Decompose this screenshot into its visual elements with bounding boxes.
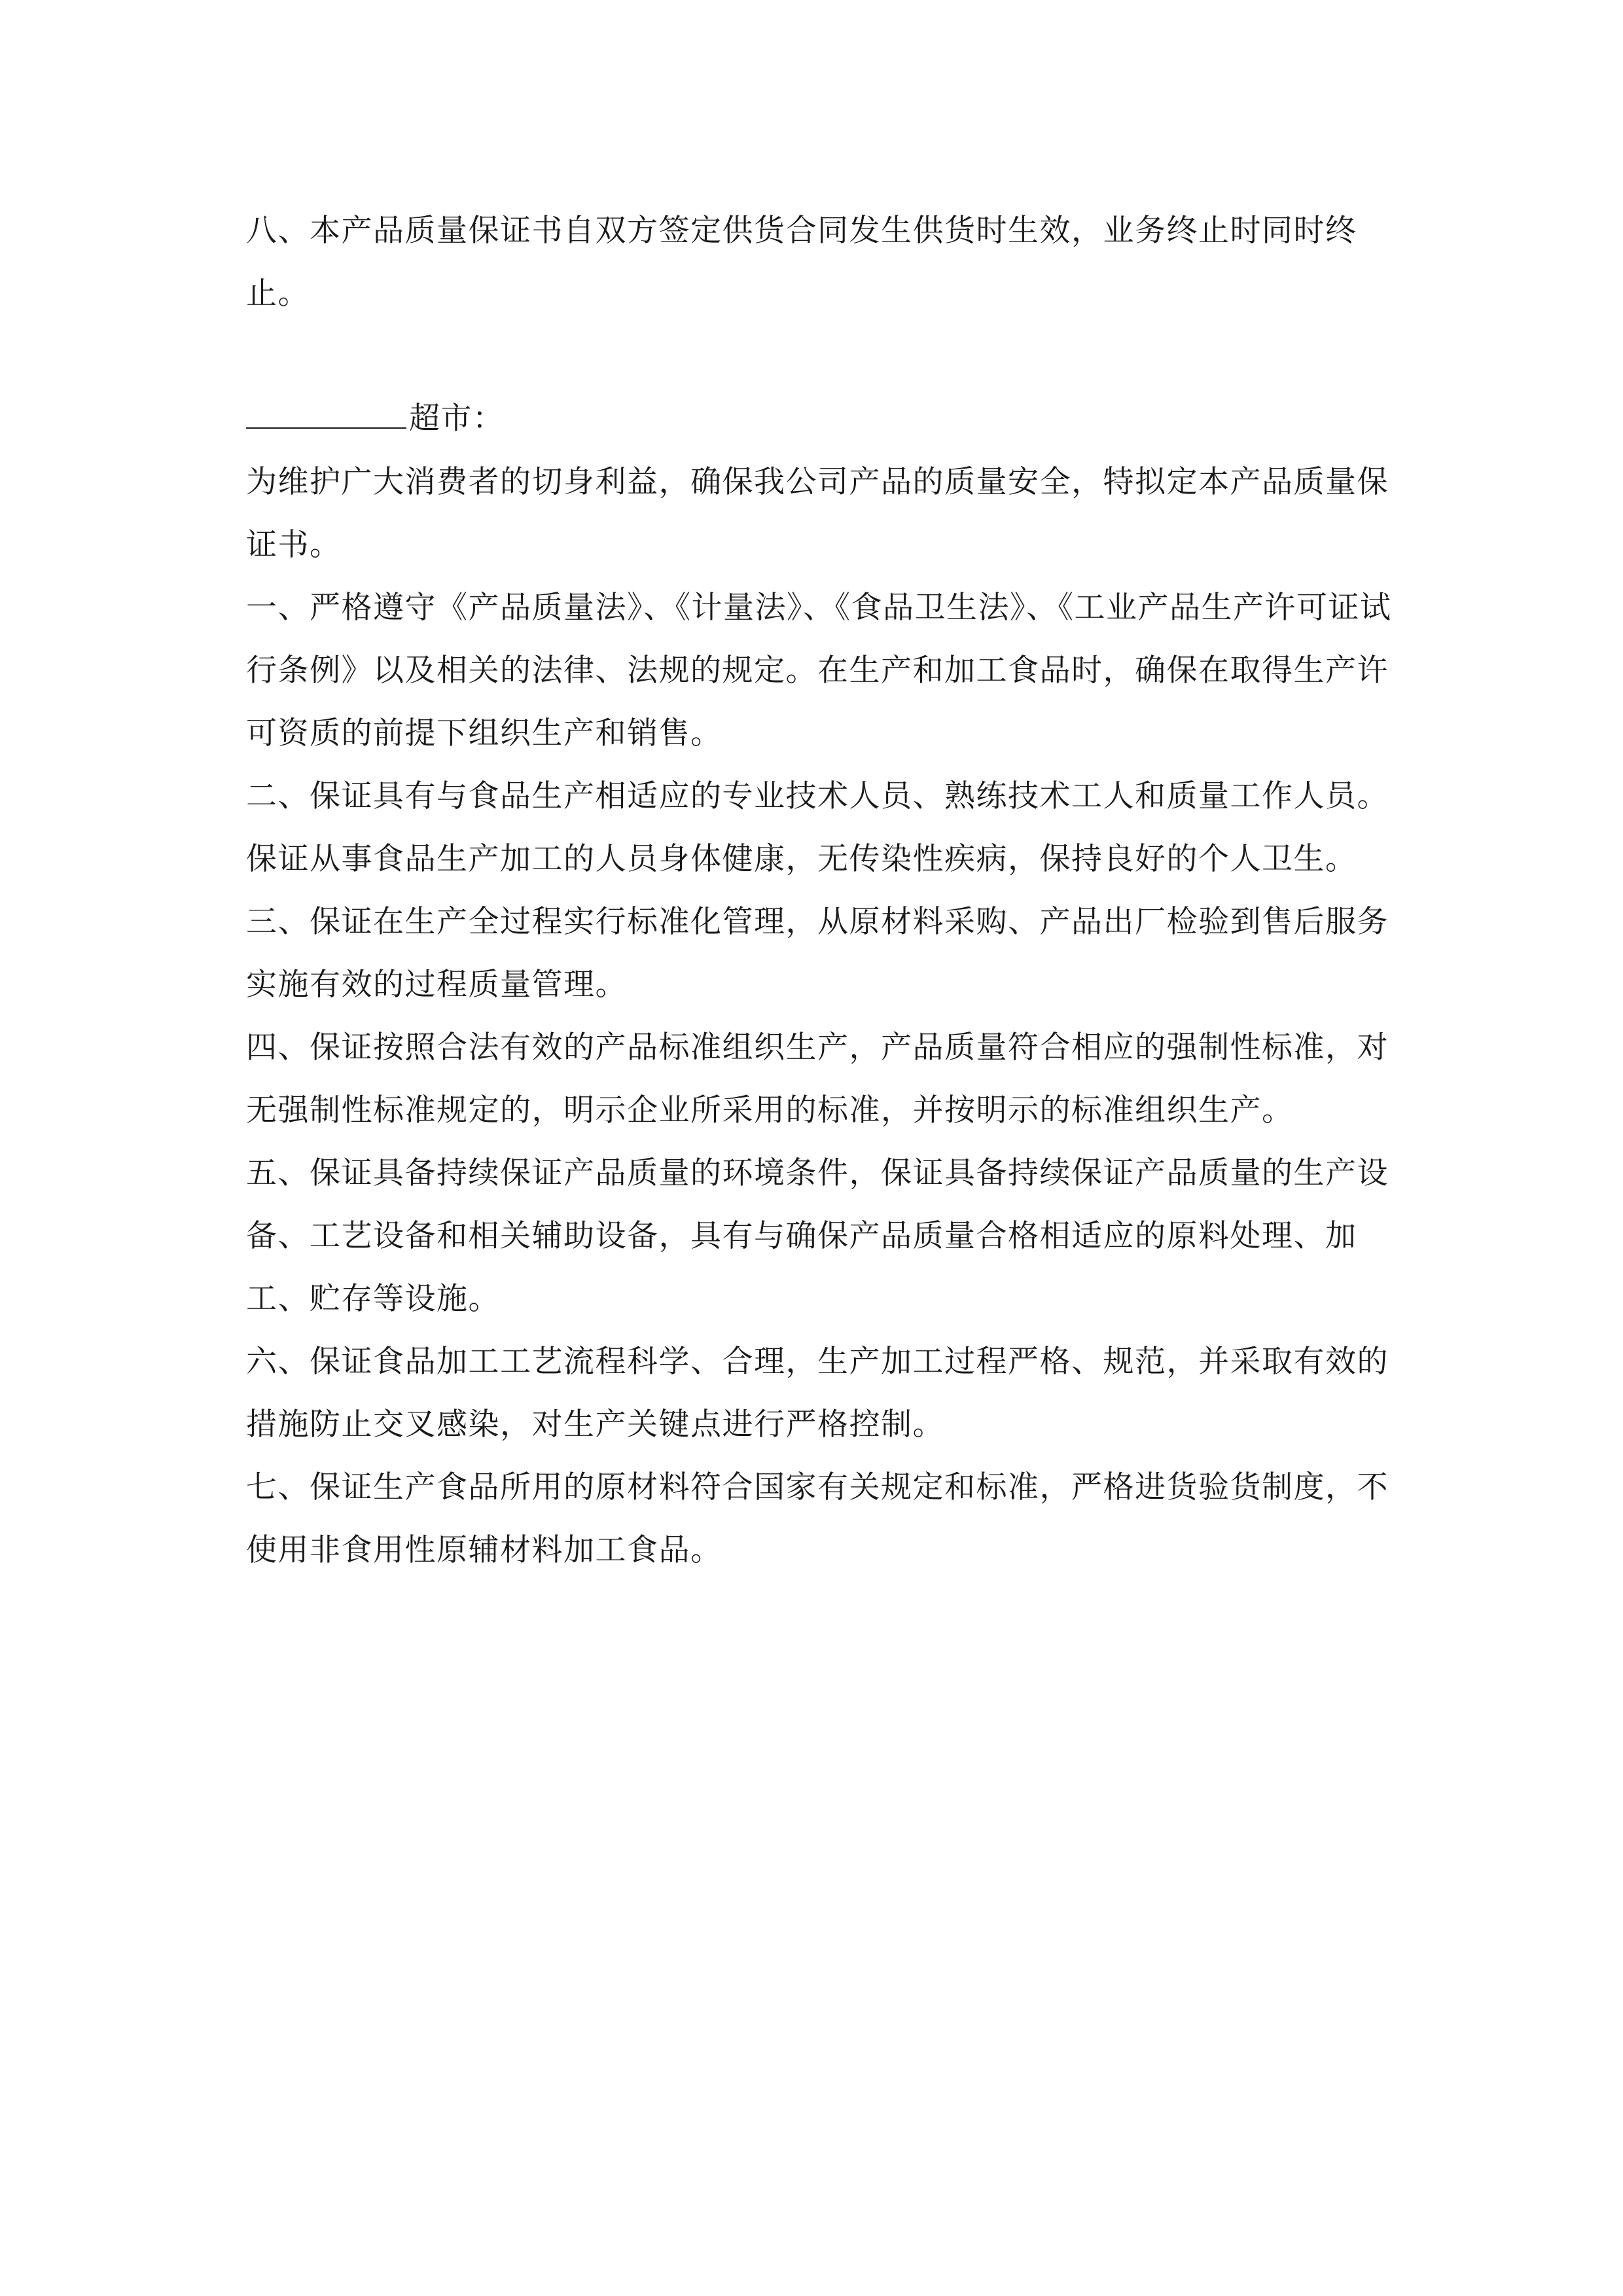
clause-7-paragraph: 七、保证生产食品所用的原材料符合国家有关规定和标准，严格进货验货制度，不使用非食用性原辅材料加工食品。 (246, 1469, 1389, 1568)
clause-6-paragraph: 六、保证食品加工工艺流程科学、合理，生产加工过程严格、规范，并采取有效的措施防止交叉感染，对生产关键点进行严格控制。 (246, 1344, 1389, 1443)
intro-paragraph: 为维护广大消费者的切身利益，确保我公司产品的质量安全，特拟定本产品质量保证书。 (246, 464, 1389, 563)
salutation-line (246, 387, 505, 450)
clause-1-paragraph: 一、严格遵守《产品质量法》、《计量法》、《食品卫生法》、《工业产品生产许可证试行条例》以及相关的法律、法规的规定。在生产和加工食品时，确保在取得生产许可资质的前提下组织生产和销售。 (246, 590, 1392, 751)
supermarket-name-blank (246, 388, 406, 429)
clause-4-paragraph: 四、保证按照合法有效的产品标准组织生产，产品质量符合相应的强制性标准，对无强制性标准规定的，明示企业所采用的标准，并按明示的标准组织生产。 (246, 1030, 1389, 1128)
clause-2-paragraph: 二、保证具有与食品生产相适应的专业技术人员、熟练技术工人和质量工作人员。保证从事食品生产加工的人员身体健康，无传染性疾病，保持良好的个人卫生。 (246, 778, 1389, 877)
clause-5-paragraph: 五、保证具备持续保证产品质量的环境条件，保证具备持续保证产品质量的生产设备、工艺设备和相关辅助设备，具有与确保产品质量合格相适应的原料处理、加工、贮存等设施。 (246, 1155, 1389, 1317)
clause-3-paragraph: 三、保证在生产全过程实行标准化管理，从原材料采购、产品出厂检验到售后服务实施有效的过程质量管理。 (246, 904, 1389, 1003)
clause-8-paragraph: 八、本产品质量保证书自双方签定供货合同发生供货时生效，业务终止时同时终止。 (246, 213, 1357, 312)
guarantee-body (246, 451, 1394, 1582)
salutation-label: 超市： (409, 401, 505, 437)
